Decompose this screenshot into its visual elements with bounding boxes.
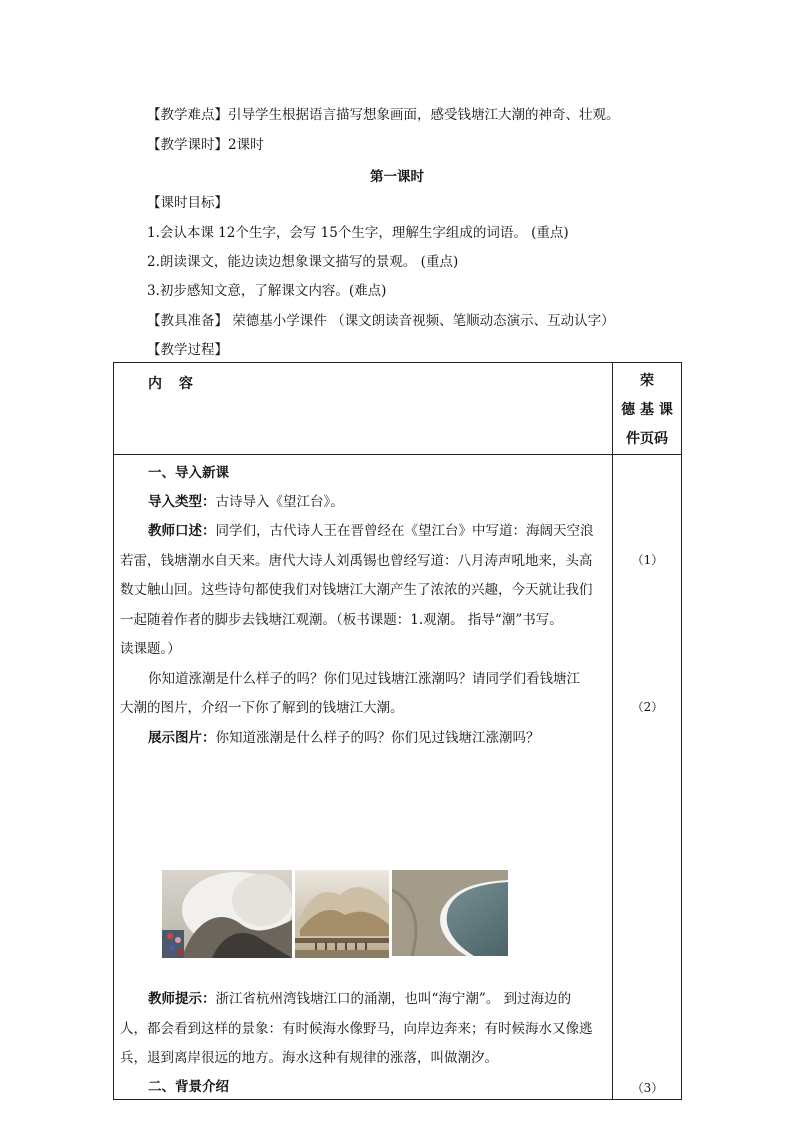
content-cell xyxy=(114,455,613,1100)
tide-photo-wall-of-water xyxy=(295,870,389,958)
teacher-line-5: 读课题。） xyxy=(120,641,181,657)
teacher-text-1: 同学们，古代诗人王在晋曾经在《望江台》中写道：海阔天空浪 xyxy=(215,523,594,539)
lesson-table xyxy=(113,362,682,1100)
page-header-line-3: 件页码 xyxy=(626,431,668,447)
show-pictures-line xyxy=(148,723,608,753)
page-ref-1: （1） xyxy=(631,553,664,567)
teacher-line-2: 若雷，钱塘潮水自天来。唐代大诗人刘禹锡也曾经写道：八月涛声吼地来，头高 xyxy=(120,553,593,569)
tip-line-1 xyxy=(148,984,608,1014)
page-ref-cell xyxy=(613,455,682,1100)
goal-1: 1.会认本课 12个生字，会写 15个生字，理解生字组成的词语。 (重点) xyxy=(147,225,569,241)
page-header-line-1: 荣 xyxy=(640,373,654,389)
content-header: 内 容 xyxy=(148,376,199,392)
intro-type-line xyxy=(148,487,648,517)
tools-line: 【教具准备】 荣德基小学课件 （课文朗读音视频、笔顺动态演示、互动认字） xyxy=(147,313,615,329)
tide-photo-waves-crashing xyxy=(162,870,292,958)
page-header-line-2: 德 基 课 xyxy=(621,402,673,418)
tip-line-2: 人，都会看到这样的景象：有时候海水像野马，向岸边奔来；有时候海水又像逃 xyxy=(120,1021,593,1037)
lesson-title: 第一课时 xyxy=(370,169,424,185)
goal-3: 3.初步感知文意，了解课文内容。(难点) xyxy=(147,283,387,299)
goals-heading: 【课时目标】 xyxy=(147,195,228,211)
table-header-row xyxy=(114,363,682,455)
tip-label: 教师提示： xyxy=(148,991,216,1007)
show-text: 你知道涨潮是什么样子的吗？你们见过钱塘江涨潮吗？ xyxy=(215,730,540,746)
hours-line: 【教学课时】2课时 xyxy=(147,137,264,153)
intro-type-label: 导入类型： xyxy=(148,494,216,510)
page-ref-2: （2） xyxy=(631,700,664,714)
page-ref-3: （3） xyxy=(631,1081,664,1095)
teacher-line-1 xyxy=(148,516,608,546)
tide-photo-aerial-bore xyxy=(392,870,508,956)
teacher-label: 教师口述： xyxy=(148,523,216,539)
page-header-cell xyxy=(613,363,682,455)
section-1-heading: 一、导入新课 xyxy=(148,465,229,481)
question-line-1: 你知道涨潮是什么样子的吗？你们见过钱塘江涨潮吗？请同学们看钱塘江 xyxy=(148,671,580,687)
tip-text-1: 浙江省杭州湾钱塘江口的涌潮，也叫“海宁潮”。 到过海边的 xyxy=(215,991,572,1007)
goal-2: 2.朗读课文，能边读边想象课文描写的景观。 (重点) xyxy=(147,254,459,270)
intro-type-text: 古诗导入《望江台》。 xyxy=(215,494,344,510)
section-2-heading: 二、背景介绍 xyxy=(148,1079,229,1095)
question-line-2: 大潮的图片，介绍一下你了解到的钱塘江大潮。 xyxy=(120,700,404,716)
difficulty-line: 【教学难点】引导学生根据语言描写想象画面，感受钱塘江大潮的神奇、壮观。 xyxy=(147,107,620,123)
process-heading: 【教学过程】 xyxy=(147,342,228,358)
content-header-cell xyxy=(114,363,613,455)
teacher-line-3: 数丈触山回。这些诗句都使我们对钱塘江大潮产生了浓浓的兴趣，今天就让我们 xyxy=(120,582,593,598)
table-body-row xyxy=(114,455,682,1100)
tip-line-3: 兵，退到离岸很远的地方。海水这种有规律的涨落，叫做潮汐。 xyxy=(120,1050,498,1066)
teacher-line-4: 一起随着作者的脚步去钱塘江观潮。（板书课题：1.观潮。 指导“潮”书写。 xyxy=(120,612,563,628)
show-label: 展示图片： xyxy=(148,730,216,746)
